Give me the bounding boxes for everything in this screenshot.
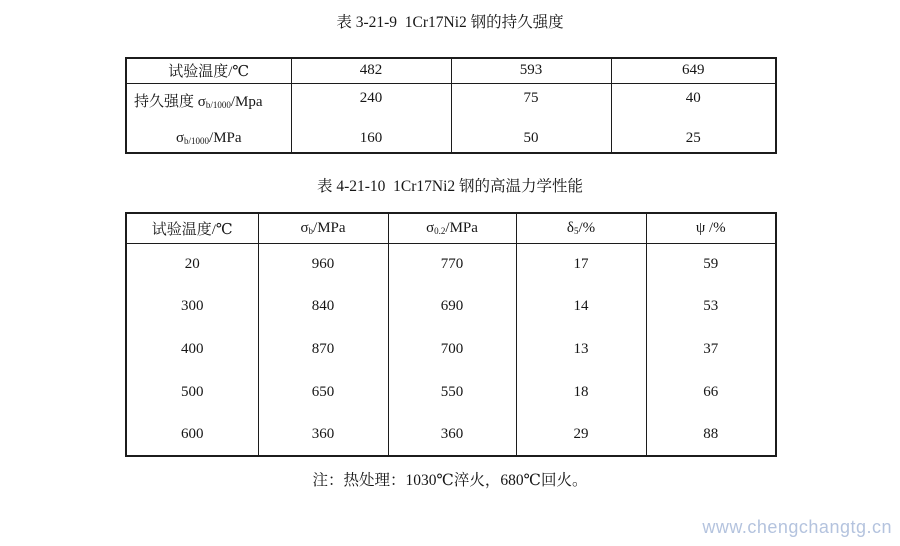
table-cell: 53 <box>646 286 776 329</box>
header-text: ψ <box>695 219 709 236</box>
heat-treatment-note: 注：热处理：1030℃淬火，680℃回火。 <box>312 472 588 489</box>
table-cell: 17 <box>516 243 646 286</box>
table2-header <box>516 213 646 243</box>
table-cell: 240 <box>291 83 451 118</box>
table-cell: 870 <box>258 328 388 371</box>
table-cell: 300 <box>126 286 258 329</box>
table2-header <box>126 213 258 243</box>
table-cell: 75 <box>451 83 611 118</box>
table-row <box>126 118 776 153</box>
table-cell: 960 <box>258 243 388 286</box>
endurance-strength-table <box>125 57 777 154</box>
table-cell: 700 <box>388 328 516 371</box>
header-subscript: b <box>308 225 314 236</box>
table2-header <box>258 213 388 243</box>
table1-temp-value: 593 <box>451 58 611 83</box>
table1-strength-label <box>126 83 291 118</box>
table-cell: 360 <box>258 413 388 456</box>
table-cell: 37 <box>646 328 776 371</box>
table-cell: 14 <box>516 286 646 329</box>
table-cell: 360 <box>388 413 516 456</box>
high-temp-properties-table <box>125 212 777 457</box>
table-cell: 500 <box>126 371 258 414</box>
table-row <box>126 286 776 329</box>
table-cell: 550 <box>388 371 516 414</box>
table-row <box>126 58 776 83</box>
header-unit: /MPa <box>445 219 478 236</box>
table1-strength-label <box>126 118 291 153</box>
table-cell: 770 <box>388 243 516 286</box>
watermark-url: www.chengchangtg.cn <box>702 517 892 537</box>
header-subscript: 0.2 <box>434 225 446 236</box>
label-text: 持久强度 σ <box>134 93 206 110</box>
header-unit: /% <box>708 219 726 236</box>
table-cell: 600 <box>126 413 258 456</box>
table-cell: 40 <box>611 83 776 118</box>
table1-temp-value: 482 <box>291 58 451 83</box>
label-subscript: b/1000 <box>205 99 231 110</box>
table-row <box>126 371 776 414</box>
table-cell: 88 <box>646 413 776 456</box>
table-cell: 18 <box>516 371 646 414</box>
table1-temp-label: 试验温度/℃ <box>126 58 291 83</box>
table-row <box>126 243 776 286</box>
table-row <box>126 413 776 456</box>
table2-header <box>388 213 516 243</box>
table1-title: 表 3-21-9 1Cr17Ni2 钢的持久强度 <box>336 14 564 31</box>
table-cell: 50 <box>451 118 611 153</box>
label-unit: /MPa <box>209 130 242 146</box>
table-cell: 29 <box>516 413 646 456</box>
header-unit: /MPa <box>313 219 346 236</box>
table2-header <box>646 213 776 243</box>
table-cell: 690 <box>388 286 516 329</box>
table-row <box>126 328 776 371</box>
label-subscript: b/1000 <box>184 136 210 146</box>
header-unit: /% <box>578 219 596 236</box>
table-header-row <box>126 213 776 243</box>
table-cell: 840 <box>258 286 388 329</box>
table-cell: 650 <box>258 371 388 414</box>
table-cell: 25 <box>611 118 776 153</box>
table2-title: 表 4-21-10 1Cr17Ni2 钢的高温力学性能 <box>316 178 584 195</box>
header-text: δ <box>566 219 574 236</box>
header-subscript: 5 <box>573 225 579 236</box>
header-text: σ <box>300 219 309 236</box>
table-cell: 160 <box>291 118 451 153</box>
table-cell: 66 <box>646 371 776 414</box>
label-unit: /Mpa <box>230 93 263 110</box>
table-cell: 400 <box>126 328 258 371</box>
table-cell: 59 <box>646 243 776 286</box>
table-cell: 20 <box>126 243 258 286</box>
header-text: 试验温度/℃ <box>151 221 233 238</box>
table-row <box>126 83 776 118</box>
table1-temp-value: 649 <box>611 58 776 83</box>
table-cell: 13 <box>516 328 646 371</box>
label-text: σ <box>175 130 185 146</box>
header-text: σ <box>426 219 435 236</box>
